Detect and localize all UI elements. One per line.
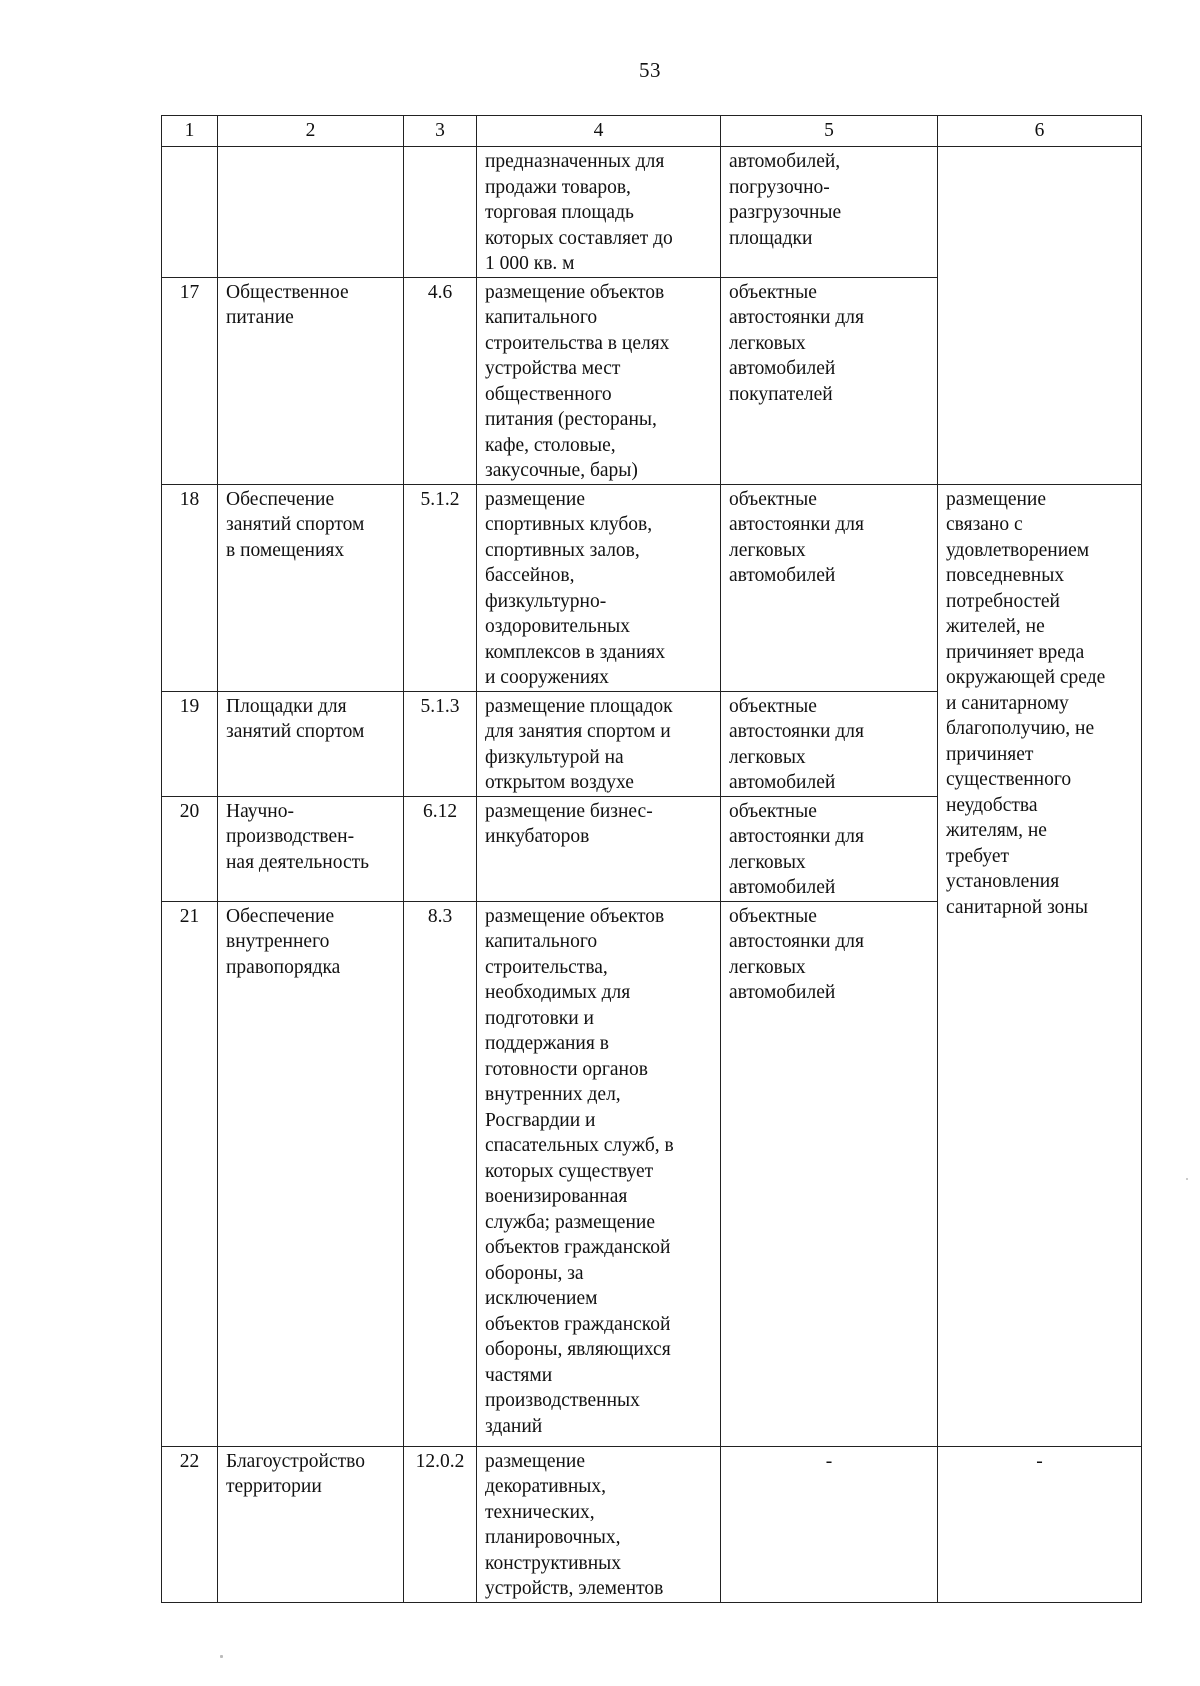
header-col-3: 3: [404, 116, 477, 147]
cell-num: 18: [162, 484, 218, 691]
cell-code: 5.1.2: [404, 484, 477, 691]
header-col-5: 5: [721, 116, 938, 147]
cell-name: Площадки для занятий спортом: [218, 691, 404, 796]
cell-description: предназначенных для продажи товаров, торговая площадь которых составляет до 1 000 кв. м: [477, 147, 721, 278]
cell-code: 4.6: [404, 277, 477, 484]
cell-name: Обеспечение занятий спортом в помещениях: [218, 484, 404, 691]
cell-parking: объектные автостоянки для легковых автомобилей: [721, 691, 938, 796]
cell-code: 12.0.2: [404, 1446, 477, 1602]
cell-description: размещение спортивных клубов, спортивных залов, бассейнов, физкультурно- оздоровительных комплексов в зданиях и сооружениях: [477, 484, 721, 691]
cell-num: 19: [162, 691, 218, 796]
land-use-table: [161, 115, 1142, 1603]
header-col-1: 1: [162, 116, 218, 147]
cell-code: 6.12: [404, 796, 477, 901]
table-row-continuation: [162, 147, 1142, 278]
cell-description: размещение бизнес- инкубаторов: [477, 796, 721, 901]
header-col-4: 4: [477, 116, 721, 147]
cell-condition-merged: размещение связано с удовлетворением повседневных потребностей жителей, не причиняет вреда окружающей среде и санитарному благополучию, не причиняет существенного неудобства жителям, не требует установления санитарной зоны: [938, 484, 1142, 1446]
cell-name: Благоустройство территории: [218, 1446, 404, 1602]
table-row: [162, 484, 1142, 691]
table-row: [162, 1446, 1142, 1602]
cell-num: 21: [162, 901, 218, 1446]
scan-speck: [1186, 1178, 1188, 1180]
cell-description: размещение объектов капитального строительства в целях устройства мест общественного питания (рестораны, кафе, столовые, закусочные, бары): [477, 277, 721, 484]
cell-code: 8.3: [404, 901, 477, 1446]
cell-name: [218, 147, 404, 278]
cell-parking: автомобилей, погрузочно- разгрузочные площадки: [721, 147, 938, 278]
cell-num: [162, 147, 218, 278]
cell-code: [404, 147, 477, 278]
cell-parking: объектные автостоянки для легковых автомобилей: [721, 484, 938, 691]
header-col-6: 6: [938, 116, 1142, 147]
cell-description: размещение площадок для занятия спортом и физкультурой на открытом воздухе: [477, 691, 721, 796]
table-header-row: [162, 116, 1142, 147]
cell-description: размещение декоративных, технических, планировочных, конструктивных устройств, элементов: [477, 1446, 721, 1602]
cell-name: Общественное питание: [218, 277, 404, 484]
cell-name: Обеспечение внутреннего правопорядка: [218, 901, 404, 1446]
cell-condition-empty: [938, 147, 1142, 485]
scan-speck: [220, 1655, 223, 1658]
cell-parking: -: [721, 1446, 938, 1602]
cell-num: 20: [162, 796, 218, 901]
cell-parking: объектные автостоянки для легковых автомобилей: [721, 796, 938, 901]
cell-description: размещение объектов капитального строительства, необходимых для подготовки и поддержания в готовности органов внутренних дел, Росгвардии и спасательных служб, в которых существует военизированная служба; размещение объектов гражданской обороны, за исключением объектов гражданской обороны, являющихся частями производственных зданий: [477, 901, 721, 1446]
cell-condition: -: [938, 1446, 1142, 1602]
cell-code: 5.1.3: [404, 691, 477, 796]
cell-parking: объектные автостоянки для легковых автомобилей покупателей: [721, 277, 938, 484]
page-number: 53: [639, 58, 661, 82]
cell-num: 22: [162, 1446, 218, 1602]
cell-parking: объектные автостоянки для легковых автомобилей: [721, 901, 938, 1446]
header-col-2: 2: [218, 116, 404, 147]
cell-num: 17: [162, 277, 218, 484]
cell-name: Научно- производствен- ная деятельность: [218, 796, 404, 901]
